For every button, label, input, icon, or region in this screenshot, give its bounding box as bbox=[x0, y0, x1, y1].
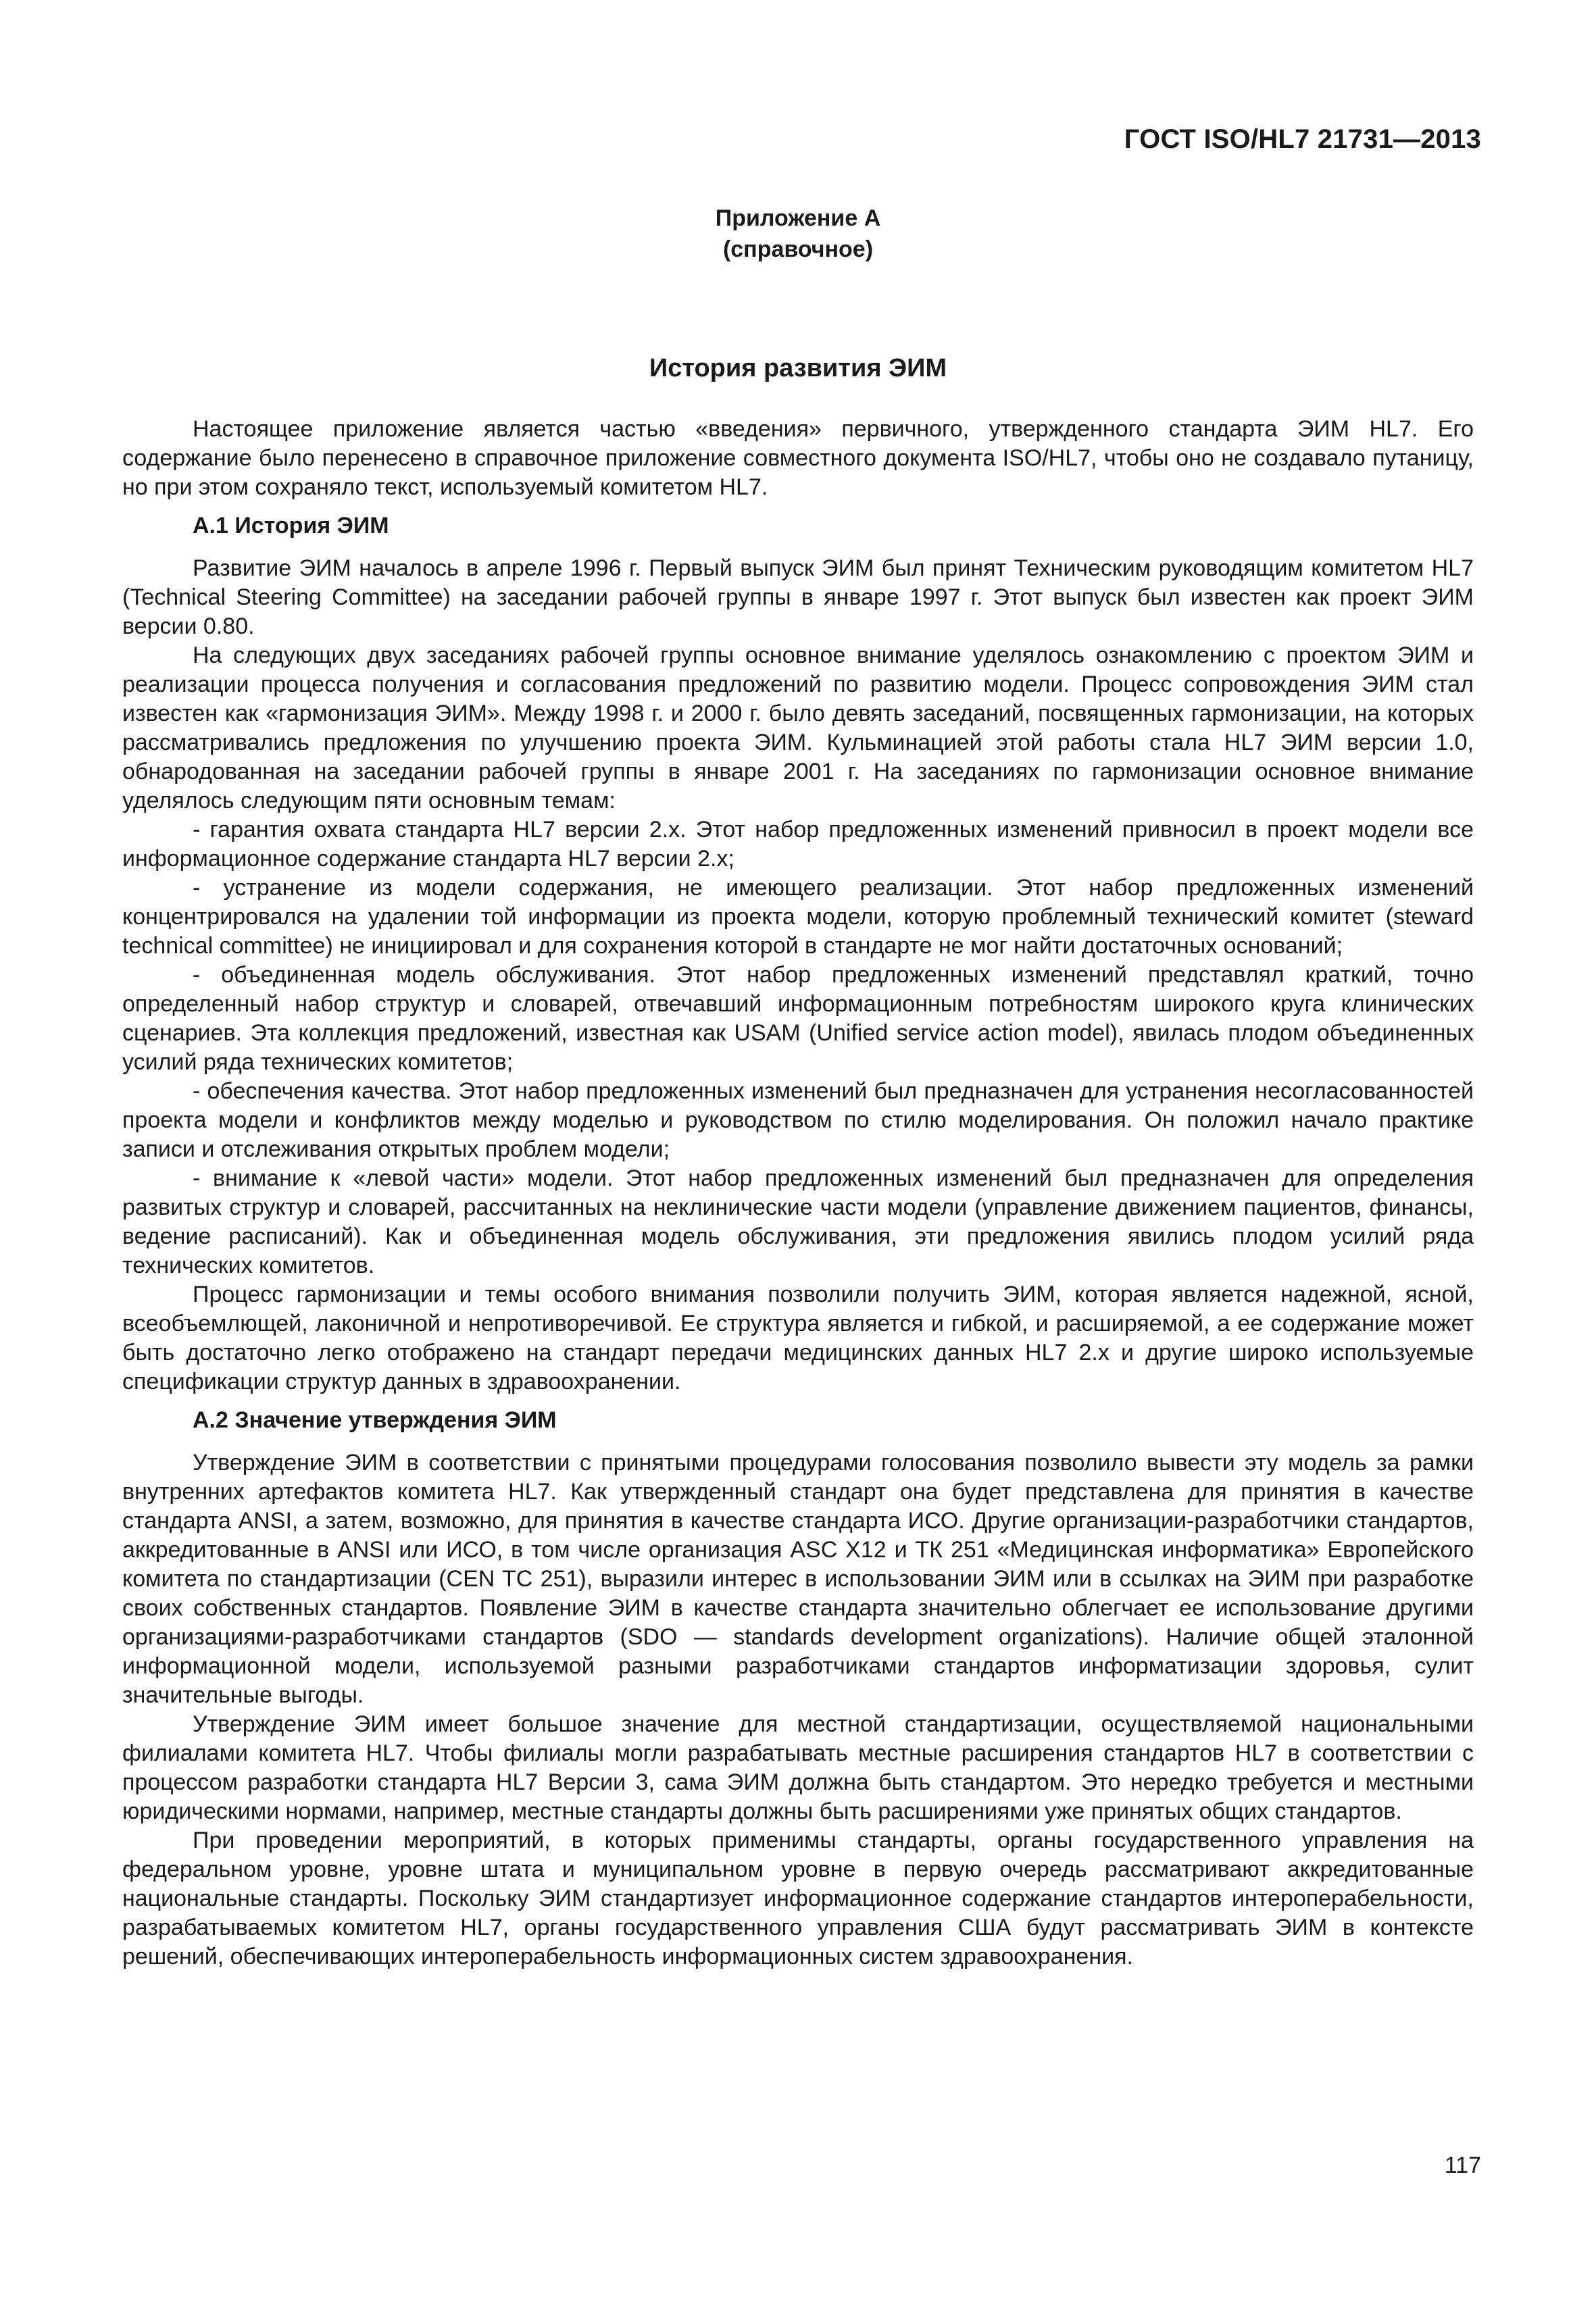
section-a2-heading: А.2 Значение утверждения ЭИМ bbox=[193, 1407, 557, 1433]
document-body bbox=[122, 415, 1474, 1971]
list-item: - обеспечения качества. Этот набор предложенных изменений был предназначен для устранения несогласованностей проекта модели и конфликтов между моделью и руководством по стилю моделирования. Он положил начало практике записи и отслеживания открытых проблем модели; bbox=[122, 1078, 1474, 1162]
annex-name: Приложение А bbox=[715, 205, 881, 231]
paragraph: Утверждение ЭИМ имеет большое значение для местной стандартизации, осуществляемой национальными филиалами комитета HL7. Чтобы филиалы могли разрабатывать местные расширения стандартов HL7 в соответствии с процессом разработки стандарта HL7 Версии 3, сама ЭИМ должна быть стандартом. Это нередко требуется и местными юридическими нормами, например, местные стандарты должны быть расширениями уже принятых общих стандартов. bbox=[122, 1711, 1474, 1824]
list-item: - объединенная модель обслуживания. Этот набор предложенных изменений представлял краткий, точно определенный набор структур и словарей, отвечавший информационным потребностям широкого круга клинических сценариев. Эта коллекция предложений, известная как USAM (Unified service action model), явилась плодом объединенных усилий ряда технических комитетов; bbox=[122, 962, 1474, 1075]
list-item: - гарантия охвата стандарта HL7 версии 2.х. Этот набор предложенных изменений привносил в проект модели все информационное содержание стандарта HL7 версии 2.х; bbox=[122, 817, 1474, 872]
page-title: История развития ЭИМ bbox=[649, 354, 947, 382]
standard-code: ГОСТ ISO/HL7 21731—2013 bbox=[1124, 124, 1481, 154]
list-item: - устранение из модели содержания, не имеющего реализации. Этот набор предложенных изменений концентрировался на удалении той информации из проекта модели, которую проблемный технический комитет (steward technical committee) не инициировал и для сохранения которой в стандарте не мог найти достаточных оснований; bbox=[122, 875, 1474, 959]
page-number: 117 bbox=[1444, 2153, 1481, 2178]
annex-type: (справочное) bbox=[722, 236, 874, 262]
paragraph: Развитие ЭИМ началось в апреле 1996 г. Первый выпуск ЭИМ был принят Техническим руководящим комитетом HL7 (Technical Steering Committee) на заседании рабочей группы в январе 1997 г. Этот выпуск был известен как проект ЭИМ версии 0.80. bbox=[122, 555, 1474, 639]
paragraph: При проведении мероприятий, в которых применимы стандарты, органы государственного управления на федеральном уровне, уровне штата и муниципальном уровне в первую очередь рассматривают аккредитованные национальные стандарты. Поскольку ЭИМ стандартизует информационное содержание стандартов интероперабельности, разрабатываемых комитетом HL7, органы государственного управления США будут рассматривать ЭИМ в контексте решений, обеспечивающих интероперабельность информационных систем здравоохранения. bbox=[122, 1828, 1474, 1969]
list-item: - внимание к «левой части» модели. Этот набор предложенных изменений был предназначен для определения развитых структур и словарей, рассчитанных на неклинические части модели (управление движением пациентов, финансы, ведение расписаний). Как и объединенная модель обслуживания, эти предложения явились плодом усилий ряда технических комитетов. bbox=[122, 1165, 1474, 1278]
annex-label bbox=[0, 203, 1596, 265]
section-a1-heading: А.1 История ЭИМ bbox=[193, 513, 389, 538]
paragraph: Утверждение ЭИМ в соответствии с принятыми процедурами голосования позволило вывести эту модель за рамки внутренних артефактов комитета HL7. Как утвержденный стандарт она будет представлена для принятия в качестве стандарта ANSI, а затем, возможно, для принятия в качестве стандарта ИСО. Другие организации-разработчики стандартов, аккредитованные в ANSI или ИСО, в том числе организация ASC X12 и ТК 251 «Медицинская информатика» Европейского комитета по стандартизации (CEN TC 251), выразили интерес в использовании ЭИМ или в ссылках на ЭИМ при разработке своих собственных стандартов. Появление ЭИМ в качестве стандарта значительно облегчает ее использование другими организациями-разработчиками стандартов (SDO — standards development organizations). Наличие общей эталонной информационной модели, используемой разными разработчиками стандартов информатизации здоровья, сулит значительные выгоды. bbox=[122, 1450, 1474, 1708]
paragraph: Процесс гармонизации и темы особого внимания позволили получить ЭИМ, которая является надежной, ясной, всеобъемлющей, лаконичной и непротиворечивой. Ее структура является и гибкой, и расширяемой, а ее содержание может быть достаточно легко отображено на стандарт передачи медицинских данных HL7 2.х и другие широко используемые спецификации структур данных в здравоохранении. bbox=[122, 1282, 1474, 1394]
intro-paragraph: Настоящее приложение является частью «введения» первичного, утвержденного стандарта ЭИМ HL7. Его содержание было перенесено в справочное приложение совместного документа ISO/HL7, чтобы оно не создавало путаницу, но при этом сохраняло текст, используемый комитетом HL7. bbox=[122, 416, 1474, 500]
paragraph: На следующих двух заседаниях рабочей группы основное внимание уделялось ознакомлению с проектом ЭИМ и реализации процесса получения и согласования предложений по развитию модели. Процесс сопровождения ЭИМ стал известен как «гармонизация ЭИМ». Между 1998 г. и 2000 г. было девять заседаний, посвященных гармонизации, на которых рассматривались предложения по улучшению проекта ЭИМ. Кульминацией этой работы стала HL7 ЭИМ версии 1.0, обнародованная на заседании рабочей группы в январе 2001 г. На заседаниях по гармонизации основное внимание уделялось следующим пяти основным темам: bbox=[122, 643, 1474, 813]
